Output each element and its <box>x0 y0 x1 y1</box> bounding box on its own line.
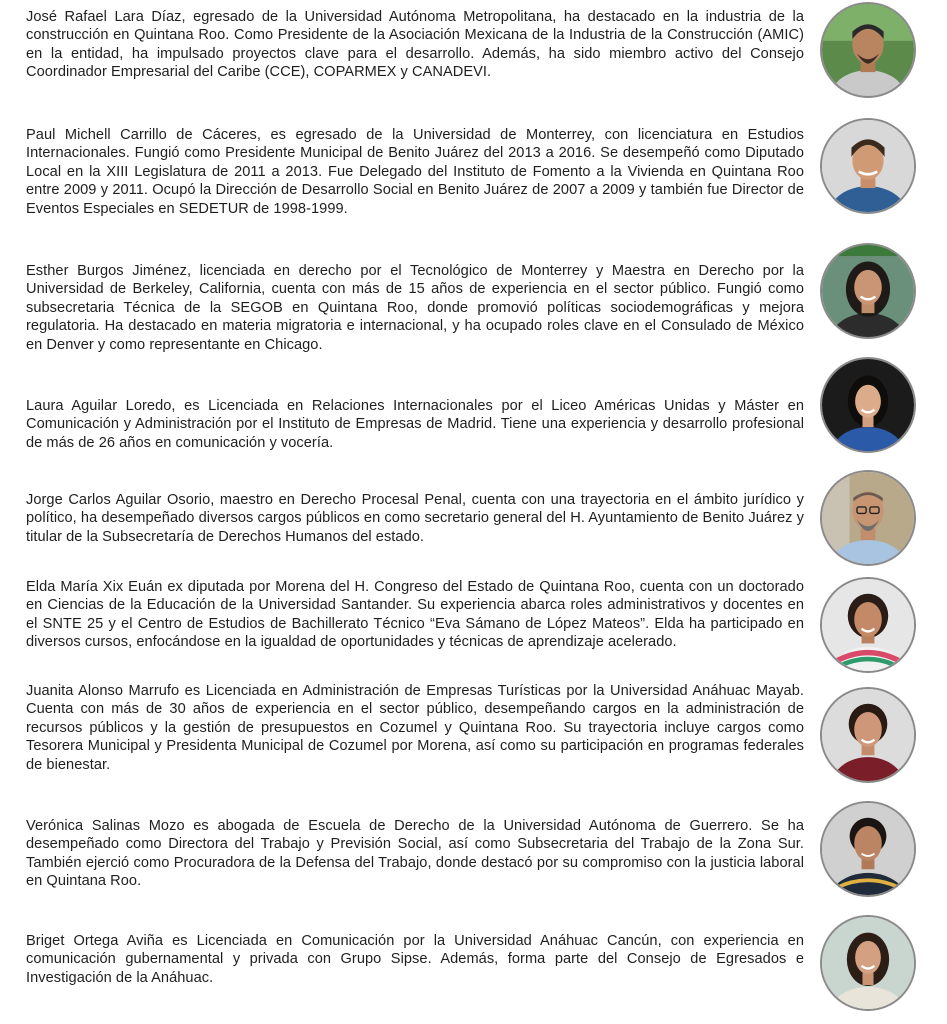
portrait-icon <box>822 472 914 564</box>
portrait-icon <box>822 803 914 895</box>
profile-photo <box>820 577 916 673</box>
portrait-icon <box>822 359 914 451</box>
profile-photo <box>820 357 916 453</box>
portrait-icon <box>822 4 914 96</box>
profile-photo <box>820 2 916 98</box>
profile-photo <box>820 118 916 214</box>
portrait-icon <box>822 120 914 212</box>
profile-bio: Verónica Salinas Mozo es abogada de Escuela de Derecho de la Universidad Autónoma de Guerrero. Se ha desempeñado como Directora del Trabajo y Previsión Social, así como Subsecretaria del Trabajo de la Zona Sur. También ejerció como Procuradora de la Defensa del Trabajo, donde destacó por su compromiso con la justicia laboral en Quintana Roo. <box>26 818 804 890</box>
profile-photo <box>820 915 916 1011</box>
portrait-icon <box>822 245 914 337</box>
profile-bio: Juanita Alonso Marrufo es Licenciada en Administración de Empresas Turísticas por la Universidad Anáhuac Mayab. Cuenta con más de 30 años de experiencia en el sector público, desempeñando cargos en la administración de recursos públicos y la gestión de presupuestos en Cozumel y Quintana Roo. Su trayectoria incluye cargos como Tesorera Municipal y Presidenta Municipal de Cozumel por Morena, así como su participación en programas federales de bienestar. <box>26 683 804 773</box>
profile-bio: José Rafael Lara Díaz, egresado de la Universidad Autónoma Metropolitana, ha destacado en la industria de la construcción en Quintana Roo. Como Presidente de la Asociación Mexicana de la Industria de la Construcción (AMIC) en la entidad, ha impulsado proyectos clave para el desarrollo. Además, ha sido miembro activo del Consejo Coordinador Empresarial del Caribe (CCE), COPARMEX y CANADEVI. <box>26 9 804 81</box>
profile-photo <box>820 243 916 339</box>
profile-bio: Esther Burgos Jiménez, licenciada en derecho por el Tecnológico de Monterrey y Maestra en Derecho por la Universidad de Berkeley, California, cuenta con más de 15 años de experiencia en el sector público. Fungió como subsecretaria Técnica de la SEGOB en Quintana Roo, donde promovió políticas sociodemográficas y mejora regulatoria. Ha destacado en materia migratoria e internacional, y ha ocupado roles clave en el Consulado de México en Denver y como representante en Chicago. <box>26 263 804 353</box>
profile-bio: Laura Aguilar Loredo, es Licenciada en Relaciones Internacionales por el Liceo Américas Unidas y Máster en Comunicación y Administración por el Instituto de Empresas de Madrid. Tiene una experiencia y desarrollo profesional de más de 26 años en comunicación y vocería. <box>26 398 804 451</box>
profile-photo <box>820 801 916 897</box>
portrait-icon <box>822 579 914 671</box>
profile-photo <box>820 687 916 783</box>
profile-bio: Briget Ortega Aviña es Licenciada en Comunicación por la Universidad Anáhuac Cancún, con experiencia en comunicación gubernamental y privada con Grupo Sipse. Además, forma parte del Consejo de Egresados e Investigación de la Anáhuac. <box>26 933 804 986</box>
profile-bio: Paul Michell Carrillo de Cáceres, es egresado de la Universidad de Monterrey, con licenciatura en Estudios Internacionales. Fungió como Presidente Municipal de Benito Juárez del 2013 a 2016. Se desempeñó como Diputado Local en la XIII Legislatura de 2011 a 2013. Fue Delegado del Instituto de Fomento a la Vivienda en Quintana Roo entre 2009 y 2011. Ocupó la Dirección de Desarrollo Social en Benito Juárez de 2007 a 2009 y también fue Director de Eventos Especiales en SEDETUR de 1998-1999. <box>26 127 804 217</box>
portrait-icon <box>822 689 914 781</box>
profile-photo <box>820 470 916 566</box>
profile-bio: Elda María Xix Euán ex diputada por Morena del H. Congreso del Estado de Quintana Roo, cuenta con un doctorado en Ciencias de la Educación de la Universidad Santander. Su experiencia abarca roles administrativos y docentes en el SNTE 25 y el Centro de Estudios de Bachillerato Técnico “Eva Sámano de López Mateos”. Elda ha participado en diversos cursos, enfocándose en la igualdad de oportunidades y técnicas de aprendizaje acelerado. <box>26 579 804 651</box>
profile-bio: Jorge Carlos Aguilar Osorio, maestro en Derecho Procesal Penal, cuenta con una trayectoria en el ámbito jurídico y político, ha desempeñado diversos cargos públicos en como secretario general del H. Ayuntamiento de Benito Juárez y titular de la Subsecretaría de Derechos Humanos del estado. <box>26 492 804 545</box>
portrait-icon <box>822 917 914 1009</box>
